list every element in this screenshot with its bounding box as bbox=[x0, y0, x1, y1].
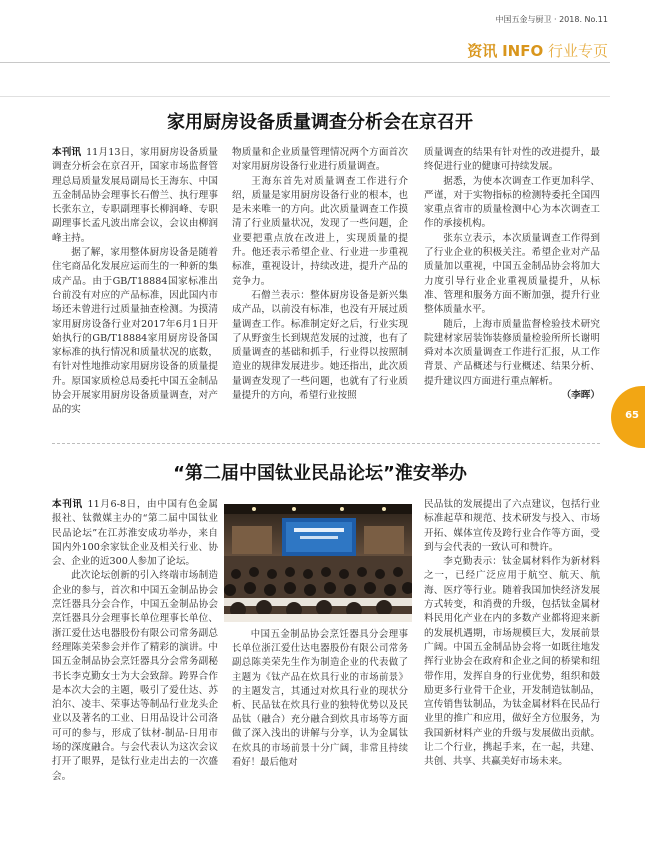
article1-para: 物质量和企业质量管理情况两个方面首次对家用厨房设备行业进行质量调查。 bbox=[232, 147, 408, 173]
header-divider bbox=[0, 62, 610, 63]
article2-para: 此次论坛创新的引入终端市场制造企业的参与，首次和中国五金制品协会烹饪器具分会合作，中国五金制品协会烹饪器具分会理事长单位理事长单位、浙江爱仕达电器股份有限公司常务副总经理陈美荣参会并作了精彩的演讲。中国五金制品协会烹饪器具分会常务副秘书长李克勤女士为大会致辞。跨界合作是本次大会的主题，吸引了爱仕达、苏泊尔、凌丰、荣事达等制品行业龙头企业以及著名的工业、日用品设计公司洛可可的参与，形成了钛材-制品-日用市场的深度融合。与会代表认为这次会议打开了眼界，是钛行业走出去的一次盛会。 bbox=[52, 570, 218, 782]
article1-para: 质量调查的结果有针对性的改进提升，最终促进行业的健康可持续发展。 bbox=[424, 147, 600, 173]
article1-para: 据了解，家用整体厨房设备是随着住宅商品化发展应运而生的一种新的集成产品。由于GB/T18884国家标准出台前没有对应的产品标准，因此国内市场还未曾进行过质量抽查检测。为摸清家用厨房设备行业对2017年6月1日开始执行的GB/T18884家用厨房设备国家标准的执行情况和质量状况的底数，有针对性地推动家用厨房设备的质量提升。原国家质检总局委托中国五金制品协会开展家用厨房设备质量调查，对产品的实 bbox=[52, 247, 218, 416]
article1-para: 石僧兰表示：整体厨房设备是新兴集成产品，以前没有标准，也没有开展过质量调查工作。标准制定好之后，行业实现了从野蛮生长到规范发展的过渡，也有了质量调查的基础和抓手，行业得以按照制造业的规律发展进步。她还指出，此次质量调查发现了一些问题，也就有了行业质量提升的方向，希望行业按照 bbox=[232, 289, 408, 402]
article1-para: 张东立表示，本次质量调查工作得到了行业企业的积极关注。希望企业对产品质量加以重视，中国五金制品协会将加大力度引导行业企业重视质量提升，从标准、管理和服务方面不断加强，提升行业整体质量水平。 bbox=[424, 232, 600, 316]
article2-para: 民品钛的发展提出了六点建议，包括行业标准起草和规范、技术研发与投入、市场开拓、媒体宣传及跨行业合作等方面，受到与会代表的一致认可和赞许。 bbox=[424, 499, 600, 553]
article1-para: 随后，上海市质量监督检验技术研究院建材家居装饰装修质量检验所所长谢明舜对本次质量调查工作进行汇报，从工作背景、产品概述与行业概述、结果分析、提升建议四方面进行重点解析。 （李晖） bbox=[424, 318, 600, 389]
article2-para: 李克勤表示：钛金属材料作为新材料之一，已经广泛应用于航空、航天、航海、医疗等行业。随着我国加快经济发展方式转变，和消费的升级，包括钛金属材料民用化产业在内的多数产业都将迎来新的发展机遇期，市场规模巨大，发展前景广阔。中国五金制品协会将一如既往地发挥行业协会在政府和企业之间的桥梁和纽带作用，发挥自身的行业优势，组织和鼓励更多行业骨干企业，开发制造钛制品，宣传销售钛制品，为钛金属材料在民品行业里的推广和应用，做好全方位服务，为我国新材料产业的升级与发展做出贡献。让二个行业，携起手来，在一起，共建、共创、共享、共赢美好市场未来。 bbox=[424, 556, 600, 768]
article2-col3 bbox=[424, 498, 600, 838]
article1-col3 bbox=[424, 146, 600, 436]
article2-para: 本刊讯 11月6-8日，由中国有色金属报社、钛微媒主办的“第二届中国钛业民品论坛”在江苏淮安成功举办，来自国内外100余家钛企业及相关行业、协会、企业的近300人参加了论坛。 bbox=[52, 499, 218, 568]
forum-photo-image bbox=[224, 504, 412, 622]
article1-author: （李晖） bbox=[561, 390, 600, 402]
article1-lead: 本刊讯 bbox=[52, 147, 82, 158]
section-sub: 行业专页 bbox=[547, 42, 608, 60]
article1-para: 本刊讯 11月13日，家用厨房设备质量调查分析会在京召开，国家市场监督管理总局质量发展局副局长王海东、中国五金制品协会理事长石僧兰、执行理事长张东立，专职副理事长柳润峰、专职副理事长孟凡波出席会议，会议由柳润峰主持。 bbox=[52, 147, 218, 244]
header-divider-2 bbox=[0, 96, 610, 97]
section-title bbox=[467, 40, 608, 61]
article1-col2 bbox=[232, 146, 408, 428]
article2-title: “第二届中国钛业民品论坛”淮安举办 bbox=[173, 463, 467, 484]
article1-title: 家用厨房设备质量调查分析会在京召开 bbox=[167, 112, 473, 133]
article1-col1 bbox=[52, 146, 218, 428]
article2-lead: 本刊讯 bbox=[52, 499, 83, 510]
magazine-issue: 中国五金与厨卫 · 2018. No.11 bbox=[495, 15, 608, 24]
article-separator bbox=[52, 443, 600, 444]
forum-photo bbox=[224, 504, 412, 622]
article2-col1 bbox=[52, 498, 218, 838]
section-cn: 资讯 bbox=[467, 42, 498, 60]
article2-col2: 中国五金制品协会烹饪器具分会理事长单位浙江爱仕达电器股份有限公司常务副总陈美荣先生作为制造企业的代表做了主题为《钛产品在炊具行业的市场前景》的主题发言，其通过对炊具行业的现状分析、民品钛在炊具行业的独特优势以及民品钛（融合）充分融合到炊具市场等方面做了深入浅出的讲解与分享，认为金属钛在炊具的市场前景十分广阔，非常且持续看好！最后他对 bbox=[232, 629, 408, 768]
article1-para: 据悉，为使本次调查工作更加科学、严谨，对于实物指标的检测特委托全国四家重点省市的质量检测中心为本次调查工作的承接机构。 bbox=[424, 175, 600, 230]
page-number: 65 bbox=[625, 410, 639, 421]
section-en: INFO bbox=[502, 42, 544, 60]
article1-para: 王海东首先对质量调查工作进行介绍，质量是家用厨房设备行业的根本，也是未来唯一的方向。此次质量调查工作摸清了行业质量状况，发现了一些问题，企业要把重点放在改进上，实现质量的提升。他还表示希望企业、行业进一步重视标准，重视设计，持续改进，提升产品的竞争力。 bbox=[232, 175, 408, 287]
